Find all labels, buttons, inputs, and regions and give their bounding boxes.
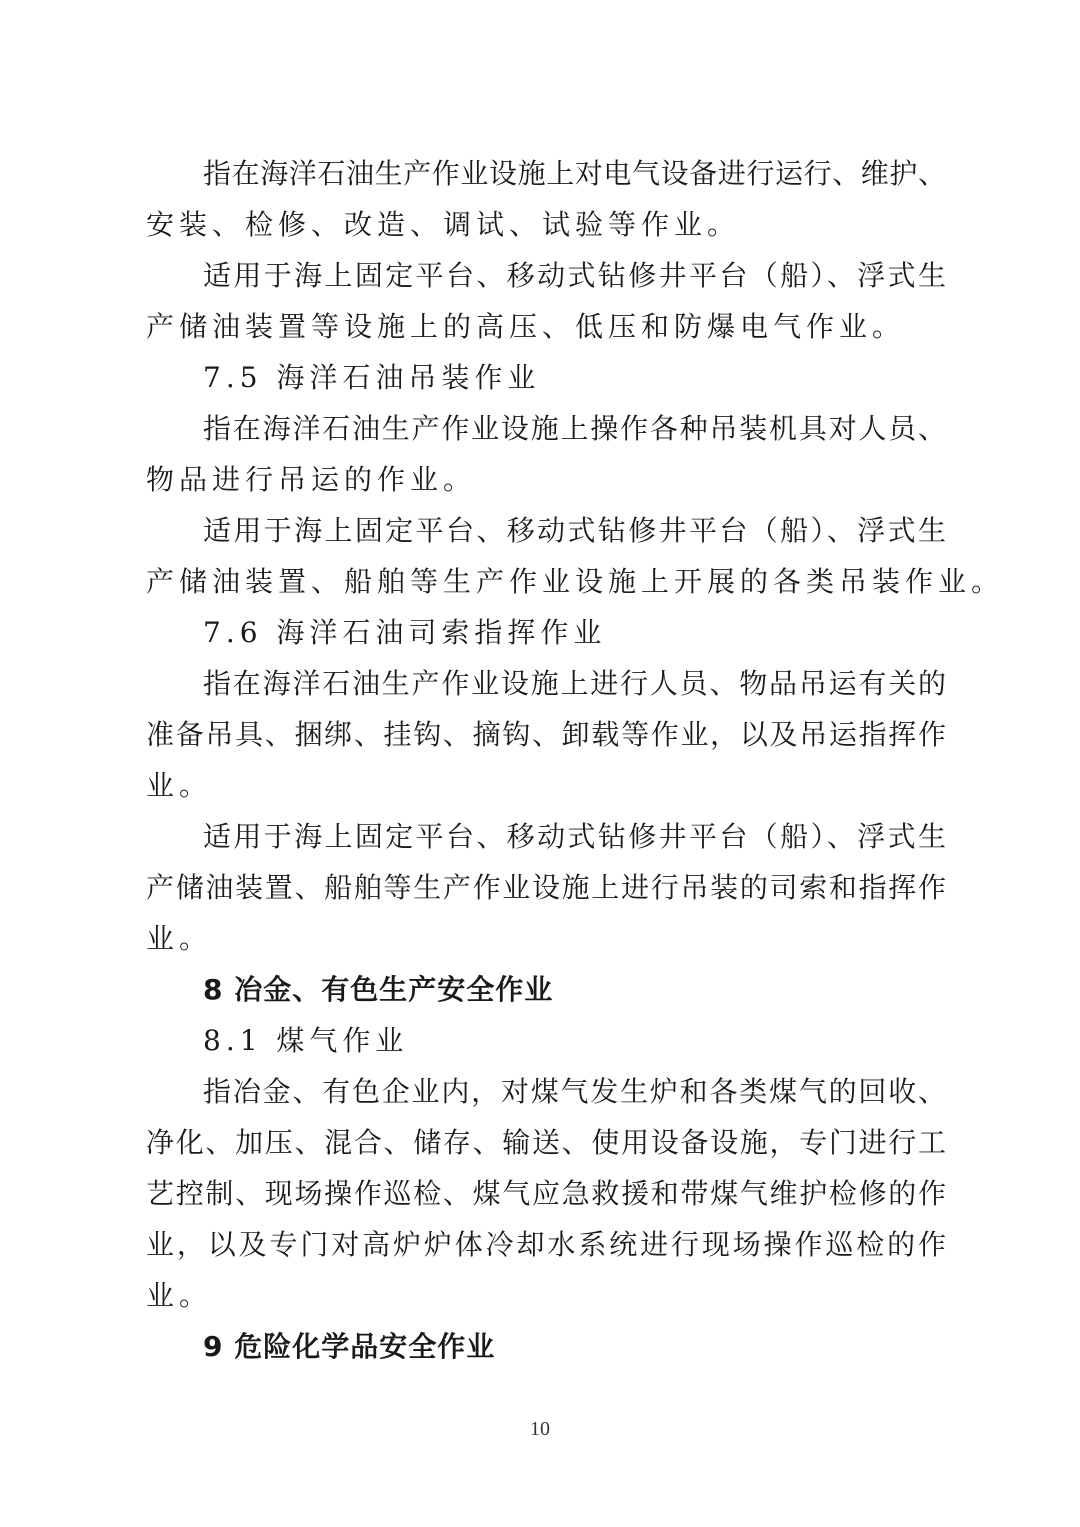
paragraph-line: 产储油装置、船舶等生产作业设施上开展的各类吊装作业。 [146,565,1005,598]
paragraph-line: 业。 [146,1279,213,1312]
section-heading-7-6: 7.6 海洋石油司索指挥作业 [203,616,607,649]
paragraph-line: 准备吊具、捆绑、挂钩、摘钩、卸载等作业，以及吊运指挥作 [146,718,946,751]
paragraph-line: 指在海洋石油生产作业设施上操作各种吊装机具对人员、 [203,412,946,445]
paragraph-line: 指在海洋石油生产作业设施上进行人员、物品吊运有关的 [203,667,946,700]
paragraph-line: 适用于海上固定平台、移动式钻修井平台（船）、浮式生 [203,259,946,292]
paragraph-line: 业。 [146,922,213,955]
section-heading-8-1: 8.1 煤气作业 [203,1024,409,1057]
paragraph-line: 产储油装置等设施上的高压、低压和防爆电气作业。 [146,310,906,343]
paragraph-line: 业，以及专门对高炉炉体冷却水系统进行现场操作巡检的作 [146,1228,946,1261]
paragraph-line: 适用于海上固定平台、移动式钻修井平台（船）、浮式生 [203,514,946,547]
paragraph-line: 安装、检修、改造、调试、试验等作业。 [146,208,741,241]
page-number: 10 [530,1418,550,1440]
paragraph-line: 产储油装置、船舶等生产作业设施上进行吊装的司索和指挥作 [146,871,946,904]
section-heading-9: 9 危险化学品安全作业 [203,1330,496,1363]
paragraph-line: 物品进行吊运的作业。 [146,463,477,496]
paragraph-line: 适用于海上固定平台、移动式钻修井平台（船）、浮式生 [203,820,946,853]
paragraph-line: 指冶金、有色企业内，对煤气发生炉和各类煤气的回收、 [203,1075,946,1108]
paragraph-line: 指在海洋石油生产作业设施上对电气设备进行运行、维护、 [203,157,946,190]
paragraph-line: 艺控制、现场操作巡检、煤气应急救援和带煤气维护检修的作 [146,1177,946,1210]
paragraph-line: 业。 [146,769,213,802]
page-body [146,148,1005,1372]
section-heading-8: 8 冶金、有色生产安全作业 [203,973,554,1006]
section-heading-7-5: 7.5 海洋石油吊装作业 [203,361,541,394]
paragraph-line: 净化、加压、混合、储存、输送、使用设备设施，专门进行工 [146,1126,946,1159]
